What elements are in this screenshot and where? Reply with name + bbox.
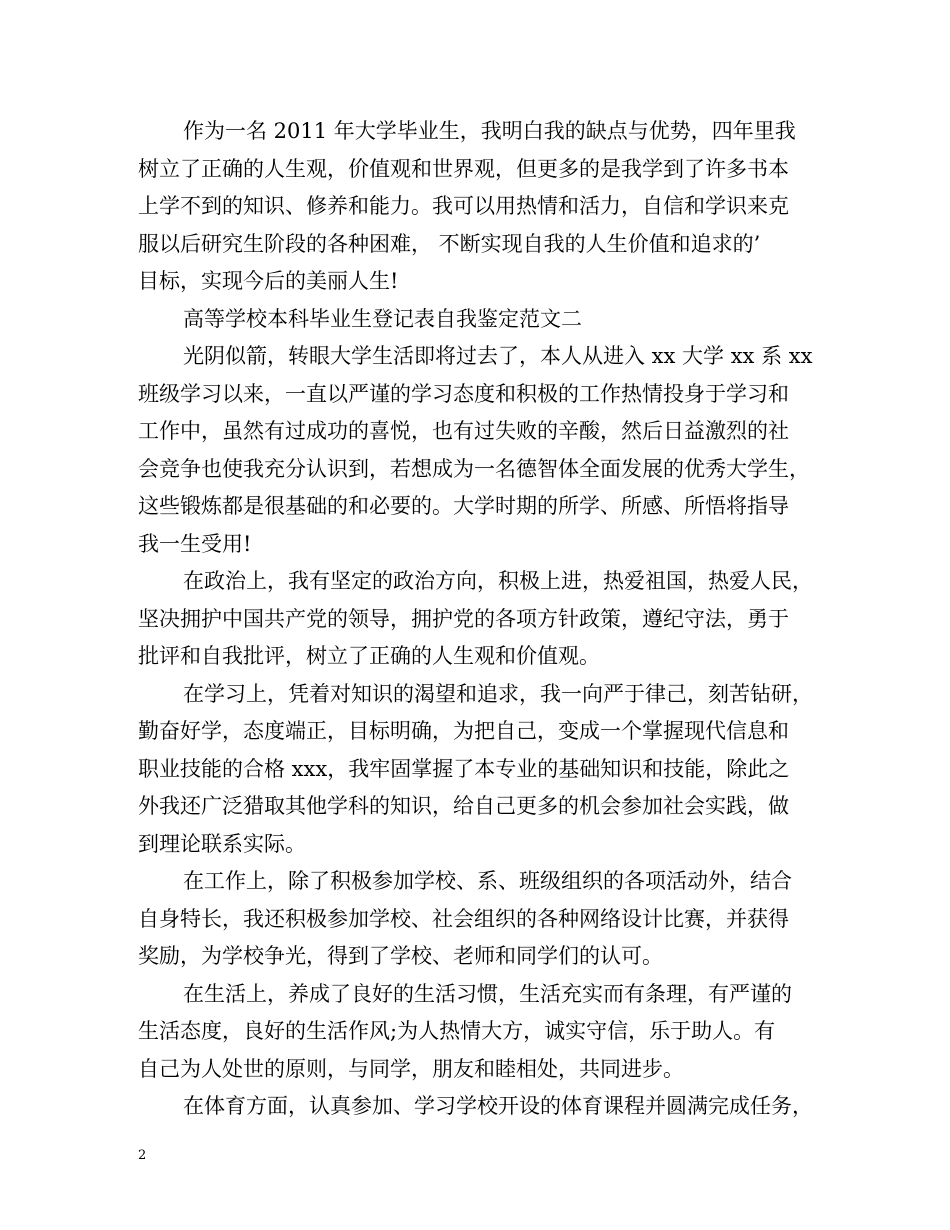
text-line: 会竞争也使我充分认识到，若想成为一名德智体全面发展的优秀大学生， [138, 456, 810, 481]
text-line: 在工作上，除了积极参加学校、系、班级组织的各项活动外，结合 [183, 869, 792, 893]
text-line: 在生活上，养成了良好的生活习惯，生活充实而有条理，有严谨的 [183, 981, 792, 1006]
text-line: 树立了正确的人生观，价值观和世界观，但更多的是我学到了许多书本 [138, 156, 789, 181]
text-line: 在学习上，凭着对知识的渴望和追求，我一向严于律己，刻苦钻研， [183, 681, 813, 706]
text-line: 我一生受用! [138, 531, 252, 556]
text-line: 在政治上，我有坚定的政治方向，积极上进，热爱祖国，热爱人民， [183, 569, 813, 593]
text-line: 班级学习以来，一直以严谨的学习态度和积极的工作热情投身于学习和 [138, 381, 789, 406]
text-line: 批评和自我批评，树立了正确的人生观和价值观。 [138, 644, 600, 668]
text-line: 坚决拥护中国共产党的领导，拥护党的各项方针政策，遵纪守法，勇于 [138, 606, 789, 631]
page-number: 2 [138, 1148, 147, 1163]
text-line: 外我还广泛猎取其他学科的知识，给自己更多的机会参加社会实践，做 [138, 794, 789, 818]
text-line: 自己为人处世的原则，与同学，朋友和睦相处，共同进步。 [138, 1056, 684, 1081]
text-line: 奖励，为学校争光，得到了学校、老师和同学们的认可。 [138, 944, 663, 968]
document-body [138, 113, 828, 1126]
text-line: 在体育方面，认真参加、学习学校开设的体育课程并圆满完成任务， [183, 1094, 813, 1118]
text-line: 自身特长，我还积极参加学校、社会组织的各种网络设计比赛，并获得 [138, 906, 789, 931]
text-line: 上学不到的知识、修养和能力。我可以用热情和活力，自信和学识来克 [138, 194, 789, 218]
text-line: 职业技能的合格 xxx，我牢固掌握了本专业的基础知识和技能，除此之 [138, 756, 790, 781]
text-line: 勤奋好学，态度端正，目标明确，为把自己，变成一个掌握现代信息和 [138, 719, 789, 743]
text-line: 到理论联系实际。 [138, 831, 306, 856]
text-line: 光阴似箭，转眼大学生活即将过去了，本人从进入 xx 大学 xx 系 xx [183, 344, 813, 368]
text-line: 这些锻炼都是很基础的和必要的。大学时期的所学、所感、所悟将指导 [138, 494, 789, 518]
text-line: 目标，实现今后的美丽人生! [138, 269, 399, 293]
text-line: 作为一名 2011 年大学毕业生，我明白我的缺点与优势，四年里我 [183, 119, 796, 143]
section-heading: 高等学校本科毕业生登记表自我鉴定范文二 [183, 306, 582, 331]
text-line: 生活态度，良好的生活作风;为人热情大方，诚实守信，乐于助人。有 [138, 1019, 776, 1043]
text-line: 服以后研究生阶段的各种困难， 不断实现自我的人生价值和追求的’ [138, 231, 761, 256]
text-line: 工作中，虽然有过成功的喜悦，也有过失败的辛酸，然后日益激烈的社 [138, 419, 789, 443]
